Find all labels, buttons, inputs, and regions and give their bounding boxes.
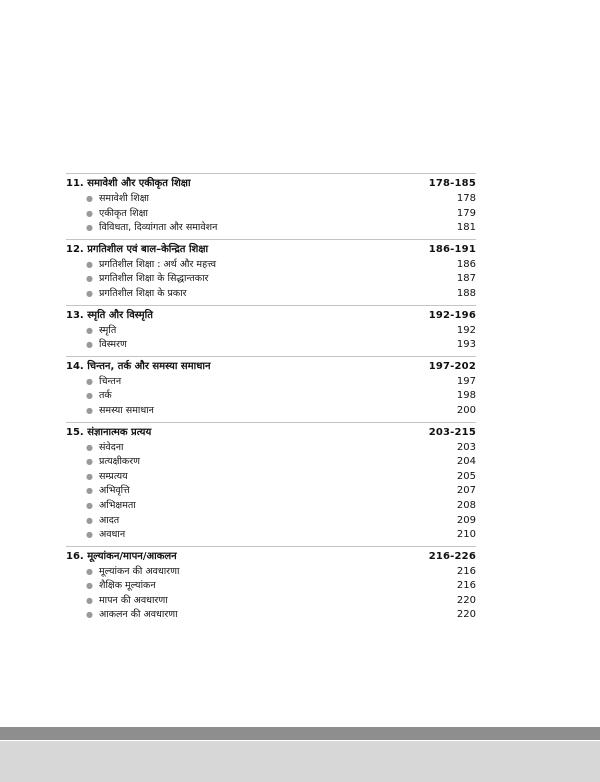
toc-topic[interactable] bbox=[66, 484, 476, 499]
chapter-page-range: 186-191 bbox=[428, 243, 476, 255]
topic-page-number: 197 bbox=[456, 375, 476, 387]
chapter-title: 12. प्रगतिशील एवं बाल–केन्द्रित शिक्षा bbox=[66, 243, 209, 255]
topic-page-number: 220 bbox=[456, 609, 476, 621]
toc-topic[interactable] bbox=[66, 221, 476, 236]
toc-topic[interactable] bbox=[66, 338, 476, 353]
topic-title: शैक्षिक मूल्यांकन bbox=[98, 580, 156, 592]
toc-topic[interactable] bbox=[66, 470, 476, 485]
chapter-title: 16. मूल्यांकन/मापन/आकलन bbox=[66, 550, 177, 562]
bullet-icon: ● bbox=[86, 530, 93, 540]
chapter-page-range: 197-202 bbox=[428, 360, 476, 372]
toc-topic[interactable] bbox=[66, 272, 476, 287]
topic-page-number: 216 bbox=[456, 565, 476, 577]
bullet-icon: ● bbox=[86, 581, 93, 591]
bullet-icon: ● bbox=[86, 471, 93, 481]
topic-list bbox=[66, 192, 476, 236]
toc-topic[interactable] bbox=[66, 594, 476, 609]
toc-chapter bbox=[66, 173, 476, 239]
footer-band-light bbox=[0, 741, 600, 782]
toc-topic[interactable] bbox=[66, 389, 476, 404]
bullet-icon: ● bbox=[86, 340, 93, 350]
topic-list bbox=[66, 324, 476, 353]
toc-topic[interactable] bbox=[66, 324, 476, 339]
topic-title: सम्प्रत्यय bbox=[98, 470, 128, 482]
toc-topic[interactable] bbox=[66, 455, 476, 470]
toc-chapter bbox=[66, 422, 476, 546]
topic-title: संवेदना bbox=[98, 441, 124, 453]
chapter-heading[interactable] bbox=[66, 359, 476, 375]
toc-chapter bbox=[66, 305, 476, 356]
topic-title: आदत bbox=[98, 514, 120, 526]
topic-page-number: 198 bbox=[456, 390, 476, 402]
bullet-icon: ● bbox=[86, 274, 93, 284]
bullet-icon: ● bbox=[86, 486, 93, 496]
bullet-icon: ● bbox=[86, 405, 93, 415]
topic-page-number: 181 bbox=[456, 222, 476, 234]
topic-title: प्रगतिशील शिक्षा के प्रकार bbox=[98, 287, 187, 299]
toc-topic[interactable] bbox=[66, 441, 476, 456]
footer-band-dark bbox=[0, 727, 600, 740]
chapter-page-range: 216-226 bbox=[428, 550, 476, 562]
toc-topic[interactable] bbox=[66, 514, 476, 529]
topic-title: आकलन की अवधारणा bbox=[98, 609, 178, 621]
bullet-icon: ● bbox=[86, 391, 93, 401]
topic-page-number: 207 bbox=[456, 485, 476, 497]
topic-page-number: 220 bbox=[456, 594, 476, 606]
toc-topic[interactable] bbox=[66, 579, 476, 594]
bullet-icon: ● bbox=[86, 515, 93, 525]
bullet-icon: ● bbox=[86, 208, 93, 218]
topic-list bbox=[66, 258, 476, 302]
toc-topic[interactable] bbox=[66, 565, 476, 580]
topic-title: अभिवृत्ति bbox=[98, 485, 130, 497]
table-of-contents bbox=[66, 173, 476, 626]
chapter-page-range: 192-196 bbox=[428, 309, 476, 321]
chapter-heading[interactable] bbox=[66, 242, 476, 258]
bullet-icon: ● bbox=[86, 595, 93, 605]
topic-title: स्मृति bbox=[98, 324, 117, 336]
bullet-icon: ● bbox=[86, 376, 93, 386]
topic-page-number: 204 bbox=[456, 456, 476, 468]
topic-page-number: 179 bbox=[456, 207, 476, 219]
bullet-icon: ● bbox=[86, 223, 93, 233]
toc-topic[interactable] bbox=[66, 499, 476, 514]
toc-topic[interactable] bbox=[66, 207, 476, 222]
toc-chapter bbox=[66, 239, 476, 305]
chapter-title: 11. समावेशी और एकीकृत शिक्षा bbox=[66, 178, 191, 189]
toc-topic[interactable] bbox=[66, 375, 476, 390]
topic-page-number: 205 bbox=[456, 470, 476, 482]
bullet-icon: ● bbox=[86, 259, 93, 269]
topic-title: समस्या समाधान bbox=[98, 404, 154, 416]
topic-title: प्रगतिशील शिक्षा के सिद्धान्तकार bbox=[98, 273, 209, 285]
topic-title: मूल्यांकन की अवधारणा bbox=[98, 565, 180, 577]
bullet-icon: ● bbox=[86, 442, 93, 452]
bullet-icon: ● bbox=[86, 500, 93, 510]
topic-list bbox=[66, 375, 476, 419]
topic-title: एकीकृत शिक्षा bbox=[98, 207, 148, 219]
topic-title: मापन की अवधारणा bbox=[98, 594, 168, 606]
chapter-title: 15. संज्ञानात्मक प्रत्यय bbox=[66, 426, 152, 438]
chapter-title: 13. स्मृति और विस्मृति bbox=[66, 309, 153, 321]
chapter-page-range: 178-185 bbox=[428, 178, 476, 189]
chapter-title: 14. चिन्तन, तर्क और समस्या समाधान bbox=[66, 360, 211, 372]
bullet-icon: ● bbox=[86, 610, 93, 620]
bullet-icon: ● bbox=[86, 194, 93, 203]
topic-title: चिन्तन bbox=[98, 375, 122, 387]
topic-page-number: 208 bbox=[456, 499, 476, 511]
topic-page-number: 193 bbox=[456, 339, 476, 351]
chapter-heading[interactable] bbox=[66, 308, 476, 324]
topic-title: प्रत्यक्षीकरण bbox=[98, 456, 140, 468]
toc-topic[interactable] bbox=[66, 404, 476, 419]
toc-chapter bbox=[66, 546, 476, 626]
chapter-heading[interactable] bbox=[66, 425, 476, 441]
topic-page-number: 178 bbox=[456, 193, 476, 204]
topic-title: अवधान bbox=[98, 529, 126, 541]
topic-page-number: 192 bbox=[456, 324, 476, 336]
topic-page-number: 187 bbox=[456, 273, 476, 285]
topic-page-number: 186 bbox=[456, 258, 476, 270]
toc-topic[interactable] bbox=[66, 258, 476, 273]
topic-page-number: 209 bbox=[456, 514, 476, 526]
bullet-icon: ● bbox=[86, 566, 93, 576]
chapter-heading[interactable] bbox=[66, 176, 476, 192]
topic-title: तर्क bbox=[98, 390, 112, 402]
topic-title: प्रगतिशील शिक्षा : अर्थ और महत्त्व bbox=[98, 258, 217, 270]
toc-topic[interactable] bbox=[66, 608, 476, 623]
bullet-icon: ● bbox=[86, 457, 93, 467]
chapter-heading[interactable] bbox=[66, 549, 476, 565]
toc-topic[interactable] bbox=[66, 287, 476, 302]
topic-page-number: 216 bbox=[456, 580, 476, 592]
bullet-icon: ● bbox=[86, 325, 93, 335]
topic-title: विस्मरण bbox=[98, 339, 127, 351]
topic-title: विविधता, दिव्यांगता और समावेशन bbox=[98, 222, 218, 234]
toc-topic[interactable] bbox=[66, 192, 476, 207]
topic-list bbox=[66, 441, 476, 543]
topic-page-number: 188 bbox=[456, 287, 476, 299]
topic-page-number: 200 bbox=[456, 404, 476, 416]
topic-title: अभिक्षमता bbox=[98, 499, 136, 511]
topic-page-number: 203 bbox=[456, 441, 476, 453]
toc-topic[interactable] bbox=[66, 528, 476, 543]
topic-title: समावेशी शिक्षा bbox=[98, 193, 149, 204]
chapter-page-range: 203-215 bbox=[428, 426, 476, 438]
bullet-icon: ● bbox=[86, 288, 93, 298]
topic-list bbox=[66, 565, 476, 623]
toc-chapter bbox=[66, 356, 476, 422]
topic-page-number: 210 bbox=[456, 529, 476, 541]
